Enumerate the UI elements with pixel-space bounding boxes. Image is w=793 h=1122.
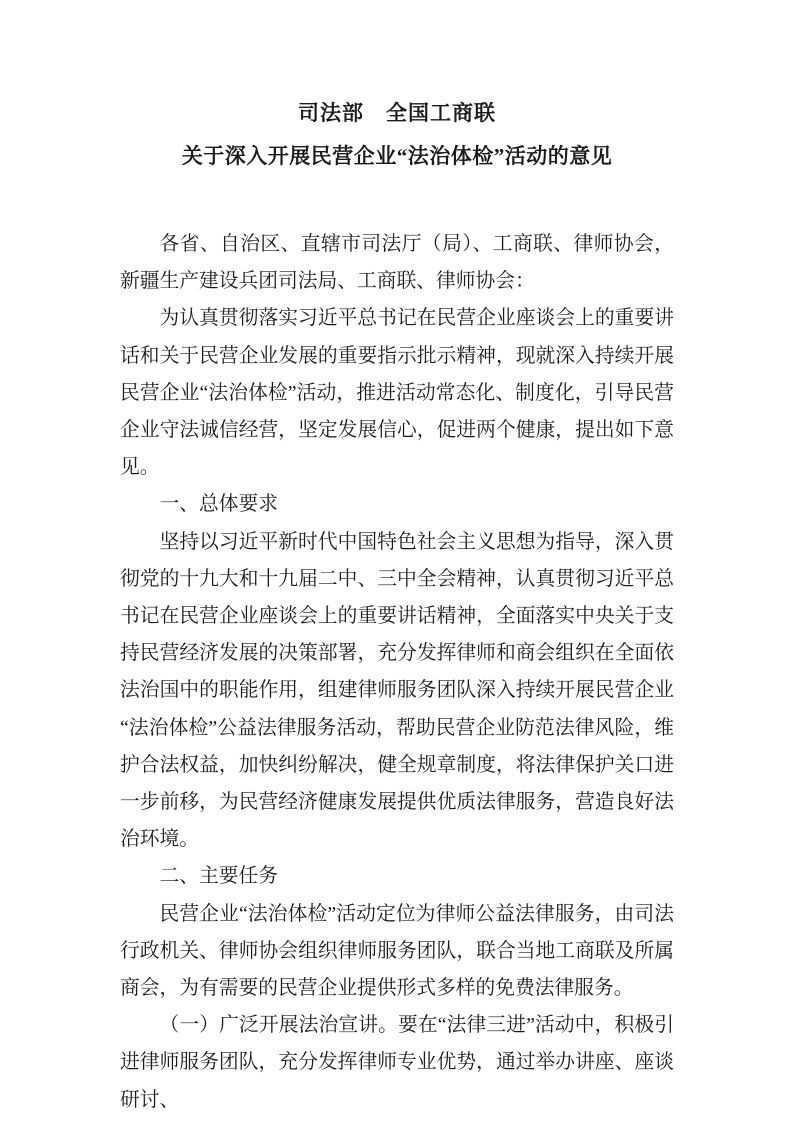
document-body [120, 226, 674, 1119]
section-heading-2: 二、主要任务 [159, 865, 279, 888]
section-heading-1: 一、总体要求 [159, 493, 279, 516]
paragraph-salutation: 各省、自治区、直辖市司法厅（局）、工商联、律师协会，新疆生产建设兵团司法局、工商联、律师协会： [120, 233, 674, 293]
paragraph-section-1-body: 坚持以习近平新时代中国特色社会主义思想为指导，深入贯彻党的十九大和十九届二中、三中全会精神，认真贯彻习近平总书记在民营企业座谈会上的重要讲话精神，全面落实中央关于支持民营经济发展的决策部署，充分发挥律师和商会组织在全面依法治国中的职能作用，组建律师服务团队深入持续开展民营企业“法治体检”公益法律服务活动，帮助民营企业防范法律风险，维护合法权益，加快纠纷解决，健全规章制度，将法律保护关口进一步前移，为民营经济健康发展提供优质法律服务，营造良好法治环境。 [120, 530, 674, 851]
paragraph-intro: 为认真贯彻落实习近平总书记在民营企业座谈会上的重要讲话和关于民营企业发展的重要指示批示精神，现就深入持续开展民营企业“法治体检”活动，推进活动常态化、制度化，引导民营企业守法诚信经营，坚定发展信心，促进两个健康，提出如下意见。 [120, 307, 674, 479]
document-subtitle: 关于深入开展民营企业“法治体检”活动的意见 [181, 144, 613, 168]
paragraph-section-2-item-1: （一）广泛开展法治宣讲。要在“法律三进”活动中，积极引进律师服务团队，充分发挥律师专业优势，通过举办讲座、座谈研讨、 [120, 1014, 674, 1111]
paragraph-section-2-body: 民营企业“法治体检”活动定位为律师公益法律服务，由司法行政机关、律师协会组织律师服务团队，联合当地工商联及所属商会，为有需要的民营企业提供形式多样的免费法律服务。 [120, 902, 674, 1000]
document-title: 司法部 全国工商联 [298, 101, 496, 125]
